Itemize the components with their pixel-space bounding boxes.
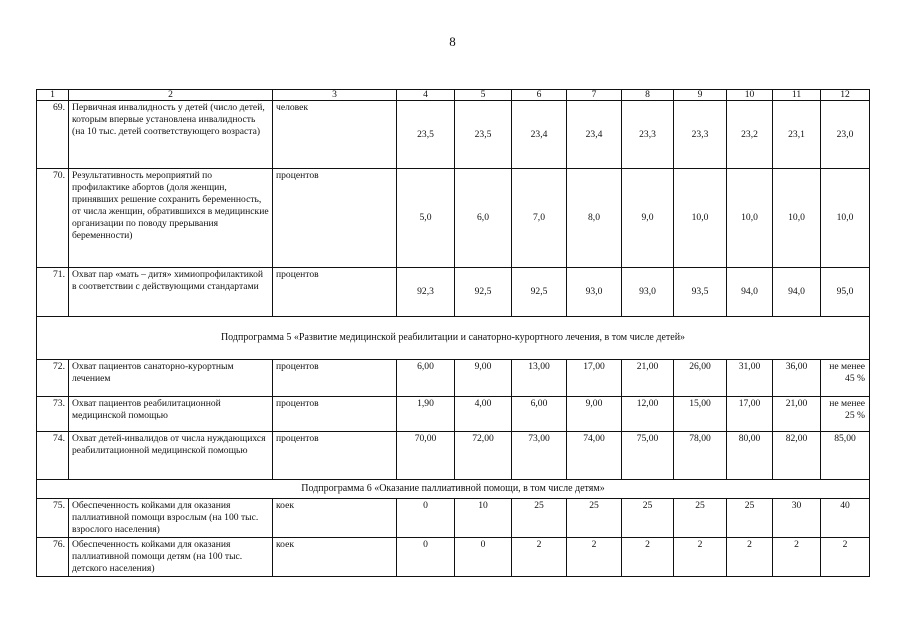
value-cell: 23,4 (567, 101, 622, 169)
row-number: 69. (37, 101, 69, 169)
value-cell: 6,00 (512, 397, 567, 432)
value-cell: 23,2 (727, 101, 773, 169)
value-cell: 10,0 (674, 169, 727, 268)
value-cell: 23,5 (397, 101, 455, 169)
value-cell: 95,0 (821, 268, 870, 317)
value-cell: 23,3 (674, 101, 727, 169)
value-cell: 93,0 (622, 268, 674, 317)
value-cell: 0 (397, 538, 455, 577)
value-cell: 2 (567, 538, 622, 577)
column-number: 1 (37, 90, 69, 101)
value-cell: 70,00 (397, 432, 455, 480)
value-cell: 36,00 (773, 360, 821, 397)
subprogram-row (37, 480, 870, 499)
value-cell: 92,3 (397, 268, 455, 317)
column-number: 4 (397, 90, 455, 101)
value-cell: 6,0 (455, 169, 512, 268)
row-number: 74. (37, 432, 69, 480)
value-cell: 17,00 (567, 360, 622, 397)
value-cell: 12,00 (622, 397, 674, 432)
table-row (37, 538, 870, 577)
indicator-name: Обеспеченность койками для оказания паллиативной помощи детям (на 100 тыс. детского населения) (69, 538, 273, 577)
column-number: 7 (567, 90, 622, 101)
value-cell: 40 (821, 499, 870, 538)
table-row (37, 499, 870, 538)
indicator-name: Охват детей-инвалидов от числа нуждающихся реабилитационной медицинской помощью (69, 432, 273, 480)
row-number: 76. (37, 538, 69, 577)
value-cell: 25 (567, 499, 622, 538)
value-cell: 9,00 (455, 360, 512, 397)
row-number: 70. (37, 169, 69, 268)
value-cell: 75,00 (622, 432, 674, 480)
value-cell: 25 (512, 499, 567, 538)
value-cell: 80,00 (727, 432, 773, 480)
value-cell: 2 (674, 538, 727, 577)
value-cell: 2 (727, 538, 773, 577)
table-row (37, 360, 870, 397)
row-number: 72. (37, 360, 69, 397)
value-cell: 25 (622, 499, 674, 538)
subprogram-title: Подпрограмма 5 «Развитие медицинской реабилитации и санаторно-курортного лечения, в том числе детей» (37, 317, 870, 360)
value-cell: 2 (512, 538, 567, 577)
value-cell: 21,00 (622, 360, 674, 397)
unit-cell: процентов (273, 360, 397, 397)
indicator-name: Охват пар «мать – дитя» химиопрофилактикой в соответствии с действующими стандартами (69, 268, 273, 317)
value-cell: 30 (773, 499, 821, 538)
value-cell: 5,0 (397, 169, 455, 268)
value-cell: 92,5 (512, 268, 567, 317)
value-cell: 2 (773, 538, 821, 577)
value-cell: 1,90 (397, 397, 455, 432)
unit-cell: коек (273, 499, 397, 538)
column-number: 6 (512, 90, 567, 101)
column-number: 11 (773, 90, 821, 101)
indicator-name: Охват пациентов санаторно-курортным лечением (69, 360, 273, 397)
value-cell: 94,0 (773, 268, 821, 317)
value-cell: 93,5 (674, 268, 727, 317)
column-number-row (37, 90, 870, 101)
value-cell: 0 (455, 538, 512, 577)
value-cell: 7,0 (512, 169, 567, 268)
value-cell: 93,0 (567, 268, 622, 317)
unit-cell: процентов (273, 397, 397, 432)
row-number: 75. (37, 499, 69, 538)
unit-cell: процентов (273, 268, 397, 317)
row-number: 71. (37, 268, 69, 317)
indicator-name: Обеспеченность койками для оказания паллиативной помощи взрослым (на 100 тыс. взрослого населения) (69, 499, 273, 538)
value-cell: 94,0 (727, 268, 773, 317)
value-cell: 6,00 (397, 360, 455, 397)
value-cell: 0 (397, 499, 455, 538)
table-row (37, 101, 870, 169)
value-cell: 23,1 (773, 101, 821, 169)
value-cell: 10,0 (773, 169, 821, 268)
row-number: 73. (37, 397, 69, 432)
value-cell: 10,0 (727, 169, 773, 268)
column-number: 5 (455, 90, 512, 101)
unit-cell: процентов (273, 432, 397, 480)
value-cell: 74,00 (567, 432, 622, 480)
indicator-name: Охват пациентов реабилитационной медицинской помощью (69, 397, 273, 432)
value-cell: 2 (622, 538, 674, 577)
table-row (37, 397, 870, 432)
table-row (37, 268, 870, 317)
indicators-table (36, 89, 870, 577)
value-cell: 8,0 (567, 169, 622, 268)
value-cell: 85,00 (821, 432, 870, 480)
unit-cell: коек (273, 538, 397, 577)
value-cell: 92,5 (455, 268, 512, 317)
value-cell: 4,00 (455, 397, 512, 432)
value-cell: 26,00 (674, 360, 727, 397)
column-number: 3 (273, 90, 397, 101)
table-row (37, 169, 870, 268)
value-cell: 82,00 (773, 432, 821, 480)
value-cell: 78,00 (674, 432, 727, 480)
value-cell: 23,3 (622, 101, 674, 169)
value-cell: 10,0 (821, 169, 870, 268)
value-cell: 23,0 (821, 101, 870, 169)
value-cell: 15,00 (674, 397, 727, 432)
unit-cell: человек (273, 101, 397, 169)
value-cell: 23,5 (455, 101, 512, 169)
subprogram-row (37, 317, 870, 360)
column-number: 12 (821, 90, 870, 101)
value-cell: 17,00 (727, 397, 773, 432)
column-number: 2 (69, 90, 273, 101)
value-cell: 9,00 (567, 397, 622, 432)
indicator-name: Первичная инвалидность у детей (число детей, которым впервые установлена инвалидность (на 10 тыс. детей соответствующего возраста) (69, 101, 273, 169)
column-number: 8 (622, 90, 674, 101)
value-cell: 21,00 (773, 397, 821, 432)
value-cell: 9,0 (622, 169, 674, 268)
page-number: 8 (449, 34, 456, 49)
column-number: 10 (727, 90, 773, 101)
value-cell: 23,4 (512, 101, 567, 169)
value-cell: 31,00 (727, 360, 773, 397)
indicator-name: Результативность мероприятий по профилактике абортов (доля женщин, принявших решение сохранить беременность, от числа женщин, обратившихся в медицинские организации по поводу прерывания беременности) (69, 169, 273, 268)
value-cell: 25 (727, 499, 773, 538)
unit-cell: процентов (273, 169, 397, 268)
value-cell: 2 (821, 538, 870, 577)
column-number: 9 (674, 90, 727, 101)
value-cell: 25 (674, 499, 727, 538)
value-cell: 73,00 (512, 432, 567, 480)
value-cell: 13,00 (512, 360, 567, 397)
table-row (37, 432, 870, 480)
subprogram-title: Подпрограмма 6 «Оказание паллиативной помощи, в том числе детям» (37, 480, 870, 499)
value-cell: 10 (455, 499, 512, 538)
value-cell: не менее 45 % (821, 360, 870, 397)
value-cell: не менее 25 % (821, 397, 870, 432)
value-cell: 72,00 (455, 432, 512, 480)
